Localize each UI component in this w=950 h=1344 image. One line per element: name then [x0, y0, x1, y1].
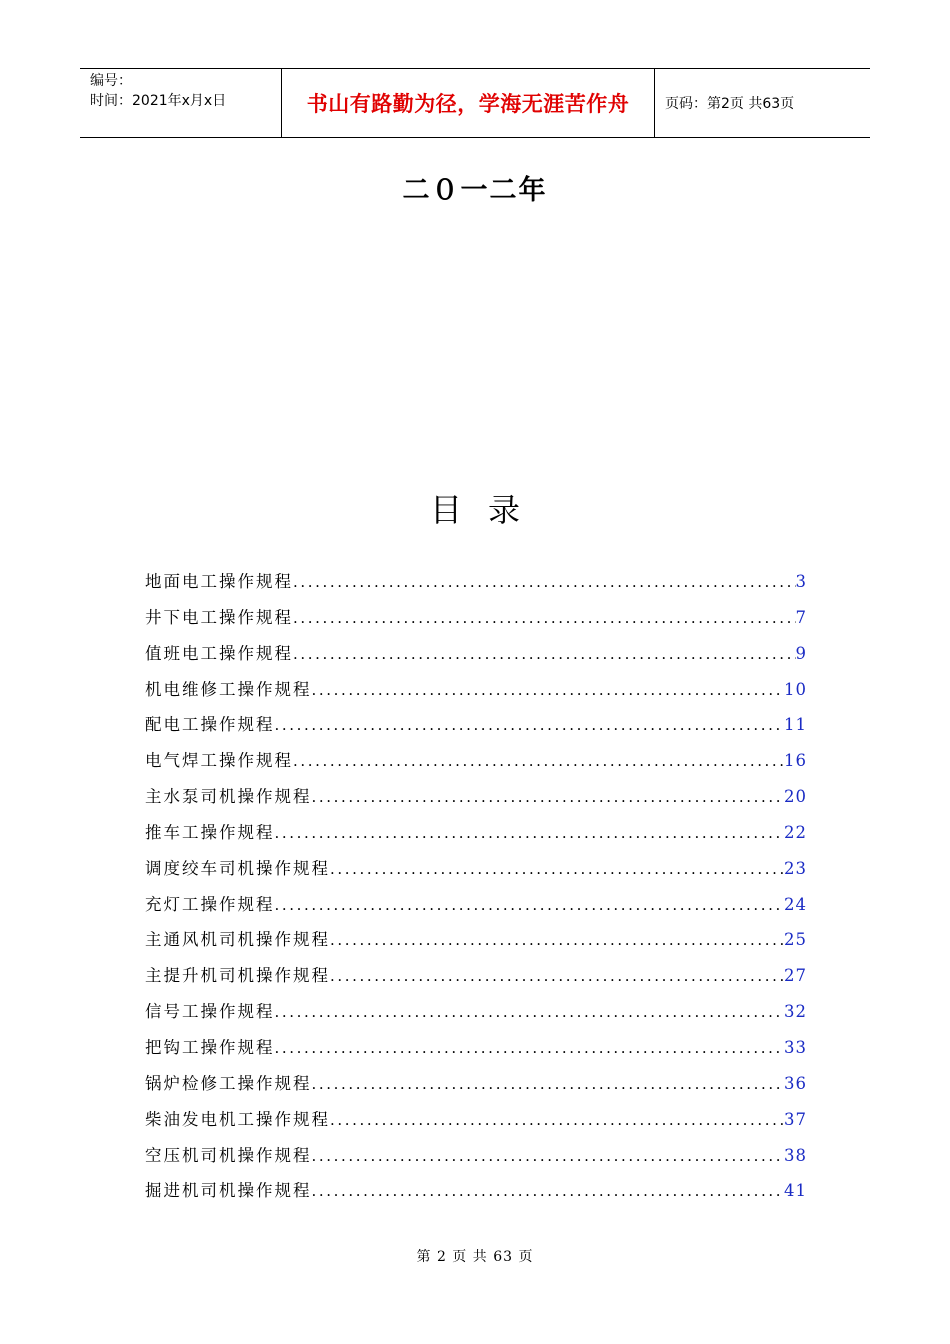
toc-dot-leader [330, 1111, 784, 1129]
toc-item-label: 信号工操作规程 [145, 1002, 275, 1022]
toc-item[interactable] [145, 640, 807, 676]
toc-item-label: 掘进机司机操作规程 [145, 1181, 312, 1201]
toc-item[interactable] [145, 962, 807, 998]
toc-item[interactable] [145, 1142, 807, 1178]
toc-item-label: 配电工操作规程 [145, 715, 275, 735]
toc-item[interactable] [145, 783, 807, 819]
toc-item[interactable] [145, 926, 807, 962]
toc-item-label: 推车工操作规程 [145, 822, 275, 842]
toc-item-page[interactable]: 10 [784, 679, 807, 699]
toc-item[interactable] [145, 1177, 807, 1213]
toc-item[interactable] [145, 604, 807, 640]
toc-item[interactable] [145, 1106, 807, 1142]
toc-item-page[interactable]: 36 [784, 1073, 807, 1093]
toc-item-page[interactable]: 24 [784, 894, 807, 914]
toc-dot-leader [330, 860, 784, 878]
toc-item-page[interactable]: 3 [795, 572, 807, 591]
toc-item[interactable] [145, 891, 807, 927]
toc-item-label: 主通风机司机操作规程 [145, 930, 330, 950]
header-number-label: 编号： [90, 73, 132, 89]
toc-title: 目录 [429, 491, 546, 529]
toc-item-label: 空压机司机操作规程 [145, 1145, 312, 1165]
toc-item-page[interactable]: 9 [795, 643, 807, 663]
table-of-contents [145, 568, 807, 1213]
page-footer: 第 2 页 共 63 页 [416, 1249, 534, 1265]
toc-item-page[interactable]: 41 [784, 1181, 807, 1201]
toc-item[interactable] [145, 998, 807, 1034]
toc-item-page[interactable]: 37 [784, 1109, 807, 1129]
toc-item[interactable] [145, 1034, 807, 1070]
toc-item[interactable] [145, 747, 807, 783]
toc-item-page[interactable]: 25 [784, 930, 807, 950]
toc-item-label: 机电维修工操作规程 [145, 679, 312, 699]
toc-dot-leader [312, 1075, 785, 1093]
toc-item[interactable] [145, 855, 807, 891]
toc-item[interactable] [145, 568, 807, 604]
toc-dot-leader [293, 752, 784, 770]
toc-dot-leader [275, 716, 785, 734]
toc-item-label: 锅炉检修工操作规程 [145, 1073, 312, 1093]
toc-item-label: 充灯工操作规程 [145, 894, 275, 914]
toc-item-page[interactable]: 7 [795, 607, 807, 627]
toc-item-label: 把钩工操作规程 [145, 1037, 275, 1057]
toc-item-page[interactable]: 32 [784, 1002, 807, 1022]
toc-dot-leader [312, 1147, 785, 1165]
toc-item[interactable] [145, 711, 807, 747]
toc-item-label: 井下电工操作规程 [145, 607, 293, 627]
toc-dot-leader [275, 824, 785, 842]
toc-item-page[interactable]: 38 [784, 1145, 807, 1165]
toc-item-page[interactable]: 33 [784, 1037, 807, 1057]
toc-item[interactable] [145, 1070, 807, 1106]
header-page-info: 页码：第2页 共63页 [665, 96, 795, 112]
toc-dot-leader [293, 573, 796, 591]
toc-dot-leader [330, 931, 784, 949]
toc-item-label: 地面电工操作规程 [145, 572, 293, 591]
toc-item-label: 柴油发电机工操作规程 [145, 1109, 330, 1129]
toc-item-label: 主提升机司机操作规程 [145, 966, 330, 986]
toc-dot-leader [275, 896, 785, 914]
toc-dot-leader [312, 788, 785, 806]
header-motto: 书山有路勤为径，学海无涯苦作舟 [281, 69, 655, 137]
header-meta [80, 69, 281, 137]
page-header [80, 68, 870, 138]
toc-item-label: 值班电工操作规程 [145, 643, 293, 663]
toc-item-page[interactable]: 11 [784, 715, 807, 735]
toc-dot-leader [275, 1003, 785, 1021]
toc-item[interactable] [145, 819, 807, 855]
year-title: 二０一二年 [402, 175, 548, 206]
toc-item-label: 电气焊工操作规程 [145, 751, 293, 771]
toc-item-page[interactable]: 27 [784, 966, 807, 986]
toc-dot-leader [275, 1039, 785, 1057]
toc-item-page[interactable]: 16 [784, 751, 807, 771]
toc-item-page[interactable]: 20 [784, 787, 807, 807]
toc-item-label: 主水泵司机操作规程 [145, 787, 312, 807]
toc-item-page[interactable]: 23 [784, 858, 807, 878]
toc-dot-leader [293, 645, 796, 663]
toc-dot-leader [312, 681, 785, 699]
header-time-label: 时间：2021年x月x日 [90, 93, 227, 109]
toc-item-label: 调度绞车司机操作规程 [145, 858, 330, 878]
toc-dot-leader [293, 609, 796, 627]
toc-item[interactable] [145, 676, 807, 712]
toc-item-page[interactable]: 22 [784, 822, 807, 842]
toc-dot-leader [312, 1182, 785, 1200]
toc-dot-leader [330, 967, 784, 985]
